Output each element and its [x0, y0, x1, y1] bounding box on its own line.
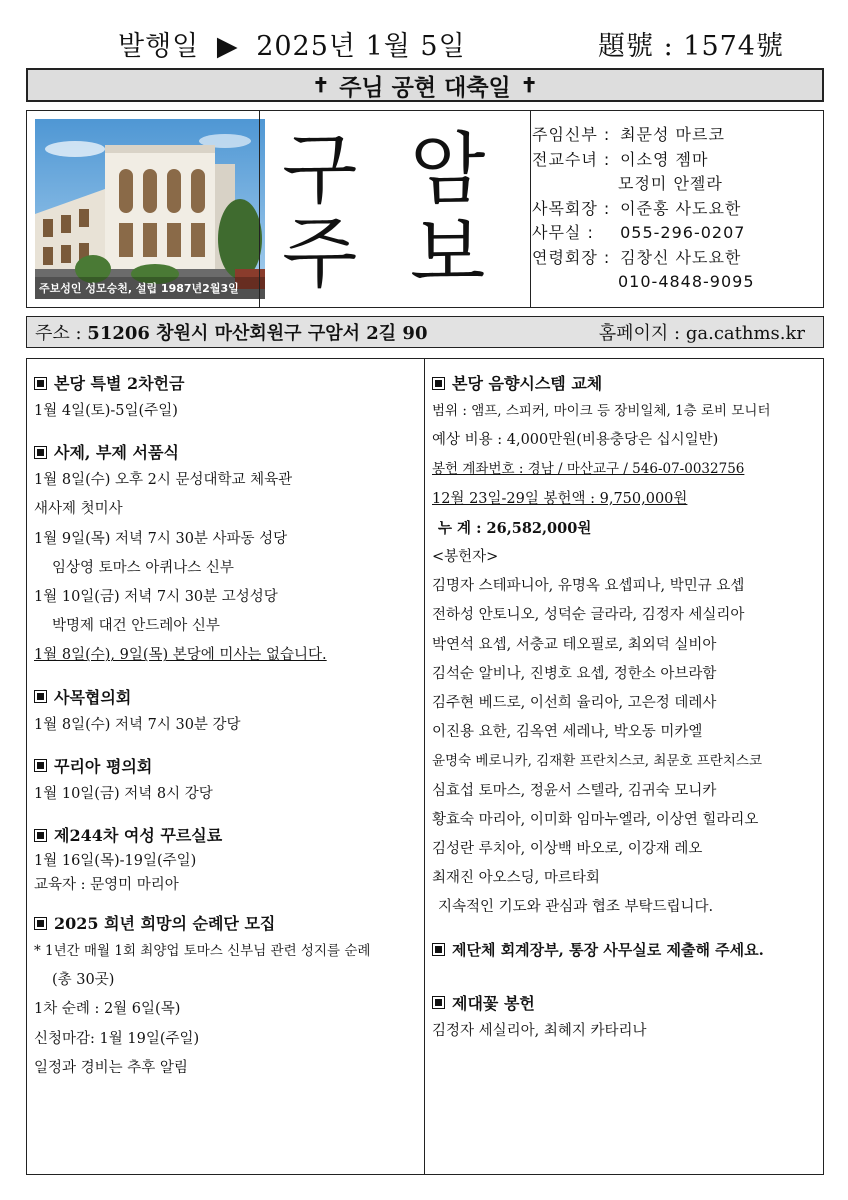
section-line: 1월 10일(금) 저녁 7시 30분 고성성당: [34, 589, 278, 606]
section-title: [432, 371, 820, 397]
title-char-ju: 주: [282, 209, 358, 299]
section-line: 1월 4일(토)-5일(주일): [34, 403, 178, 419]
column-divider: [424, 359, 425, 1174]
staff-row: [532, 246, 755, 271]
main-content: [26, 358, 824, 1175]
donor-line: 박연석 요셉, 서충교 테오필로, 최외덕 실비아: [432, 636, 717, 653]
address-bar: [26, 316, 824, 348]
section-title: [34, 440, 422, 466]
feast-title: 주님 공현 대축일: [339, 73, 511, 101]
donors-label: <봉헌자>: [432, 549, 499, 566]
address-label: 주소 :: [35, 323, 82, 344]
square-bullet-icon: [432, 943, 445, 956]
section-line: 1월 10일(금) 저녁 8시 강당: [34, 785, 213, 802]
section-line: 1월 16일(목)-19일(주일): [34, 853, 197, 870]
section-title-text: 본당 음향시스템 교체: [452, 374, 603, 393]
staff-row: [532, 197, 755, 222]
staff-value: 최문성 마르코: [620, 125, 725, 144]
section-title: [34, 754, 422, 780]
section-line: (총 30곳): [52, 972, 115, 989]
section-title: [432, 991, 820, 1017]
donor-line: 전하성 안토니오, 성덕순 글라라, 김정자 세실리아: [432, 607, 745, 624]
section-title: [34, 685, 422, 711]
staff-value: 055-296-0207: [620, 223, 746, 242]
sound-system-cost: 예상 비용 : 4,000만원(비용충당은 십시일반): [432, 432, 719, 449]
staff-row: [532, 148, 755, 173]
staff-value: 김창신 사도요한: [620, 247, 742, 267]
section-line-notice: 1월 8일(수), 9일(목) 본당에 미사는 없습니다.: [34, 647, 327, 664]
donor-line: 심효섭 토마스, 정윤서 스텔라, 김귀숙 모니카: [432, 782, 717, 799]
section-line: 1월 8일(수) 저녁 7시 30분 강당: [34, 716, 241, 733]
staff-label: 사목회장 :: [532, 198, 611, 218]
donor-line: 김성란 루치아, 이상백 바오로, 이강재 레오: [432, 841, 703, 858]
section-title-text: 본당 특별 2차헌금: [54, 374, 185, 393]
church-photo: [35, 119, 265, 299]
section-line: 새사제 첫미사: [34, 501, 123, 518]
cross-icon: ✝: [520, 73, 538, 97]
staff-row: [532, 221, 755, 246]
issue-date: 2025년 1월 5일: [256, 31, 466, 62]
square-bullet-icon: [34, 829, 47, 842]
right-column: [432, 371, 820, 1046]
photo-caption: 주보성인 성모승천, 설립 1987년2월3일: [35, 277, 265, 299]
section-title: [34, 911, 422, 937]
section-title-text: 2025 희년 희망의 순례단 모집: [54, 914, 276, 934]
church-building-illustration: [35, 119, 265, 299]
section-title-text: 꾸리아 평의회: [54, 756, 153, 776]
staff-row: [532, 270, 755, 295]
section-title: [34, 371, 422, 397]
section-line: 일정과 경비는 추후 알림: [34, 1059, 188, 1076]
issue-number: 題號 : 1574號: [598, 31, 784, 62]
homepage: [599, 319, 805, 345]
title-char-gu: 구: [282, 125, 358, 215]
square-bullet-icon: [34, 759, 47, 772]
donor-line: 김주현 베드로, 이선희 율리아, 고은정 데레사: [432, 695, 717, 712]
staff-list: [532, 123, 755, 295]
title-char-bo: 보: [410, 209, 486, 299]
sound-system-scope: 범위 : 앰프, 스피커, 마이크 등 장비일체, 1층 로비 모니터: [432, 403, 771, 419]
section-line: 박명제 대건 안드레아 신부: [52, 618, 220, 635]
section-title-text: 제244차 여성 꾸르실료: [54, 826, 223, 846]
section-line: 교육자 : 문영미 마리아: [34, 877, 179, 894]
section-line: 김정자 세실리아, 최혜지 카타리나: [432, 1022, 647, 1039]
square-bullet-icon: [432, 377, 445, 390]
address: [35, 319, 427, 345]
staff-value: 이준홍 사도요한: [620, 198, 742, 218]
square-bullet-icon: [34, 377, 47, 390]
donor-line: 이진용 요한, 김옥연 세레나, 박오동 미카엘: [432, 724, 703, 741]
staff-value: 이소영 젬마: [620, 149, 709, 169]
section-line: 1월 8일(수) 오후 2시 문성대학교 체육관: [34, 472, 293, 489]
homepage-label: 홈페이지 :: [598, 323, 681, 344]
square-bullet-icon: [34, 690, 47, 703]
section-title-text: 제단체 회계장부, 통장 사무실로 제출해 주세요.: [452, 940, 764, 959]
staff-row: [532, 172, 755, 197]
section-title: [34, 823, 422, 849]
donor-line: 김석순 알비나, 진병호 요셉, 정한소 아브라함: [432, 665, 717, 682]
cross-icon: ✝: [312, 73, 330, 97]
address-value: 51206 창원시 마산회원구 구암서 2길 90: [87, 323, 428, 344]
donation-total: 누 계 : 26,582,000원: [438, 519, 592, 537]
closing-line: 지속적인 기도와 관심과 협조 부탁드립니다.: [438, 899, 714, 916]
staff-label: 연령회장 :: [532, 247, 611, 267]
issue-date-line: [118, 24, 466, 63]
donor-line: 윤명숙 베로니카, 김재환 프란치스코, 최문호 프란치스코: [432, 753, 762, 770]
section-line: 신청마감: 1월 19일(주일): [34, 1030, 200, 1047]
masthead: [26, 110, 824, 308]
staff-label: 전교수녀 :: [532, 149, 611, 169]
issue-date-label: 발행일: [118, 31, 200, 62]
section-line: 1월 9일(목) 저녁 7시 30분 사파동 성당: [34, 530, 288, 547]
staff-row: [532, 123, 755, 148]
left-column: [34, 371, 422, 1083]
donor-line: 최재진 아오스딩, 마르타회: [432, 870, 600, 887]
homepage-link[interactable]: ga.cathms.kr: [685, 323, 805, 344]
donation-account: 봉헌 계좌번호 : 경남 / 마산교구 / 546-07-0032756: [432, 461, 745, 478]
staff-value: 010-4848-9095: [618, 272, 755, 291]
arrow-right-icon: ▶: [216, 31, 239, 62]
staff-label: 사무실 :: [532, 223, 594, 242]
weekly-donation: 12월 23일-29일 봉헌액 : 9,750,000원: [432, 490, 688, 507]
staff-value: 모정미 안젤라: [618, 174, 723, 193]
square-bullet-icon: [34, 917, 47, 930]
feast-banner: [26, 68, 824, 102]
section-title-text: 사목협의회: [54, 687, 132, 707]
section-line: * 1년간 매월 1회 최양업 토마스 신부님 관련 성지를 순례: [34, 943, 371, 960]
section-title-text: 사제, 부제 서품식: [54, 443, 179, 463]
square-bullet-icon: [432, 996, 445, 1009]
section-title: [432, 937, 820, 963]
donor-line: 김명자 스테파니아, 유명옥 요셉피나, 박민규 요셉: [432, 578, 745, 595]
title-char-am: 암: [410, 125, 486, 215]
staff-label: 주임신부 :: [532, 125, 611, 144]
donor-line: 황효숙 마리아, 이미화 임마누엘라, 이상연 힐라리오: [432, 811, 759, 828]
section-line: 임상영 토마스 아퀴나스 신부: [52, 559, 234, 576]
section-title-text: 제대꽃 봉헌: [452, 993, 535, 1013]
bulletin-title: [259, 111, 531, 307]
square-bullet-icon: [34, 446, 47, 459]
section-line: 1차 순례 : 2월 6일(목): [34, 1001, 181, 1018]
